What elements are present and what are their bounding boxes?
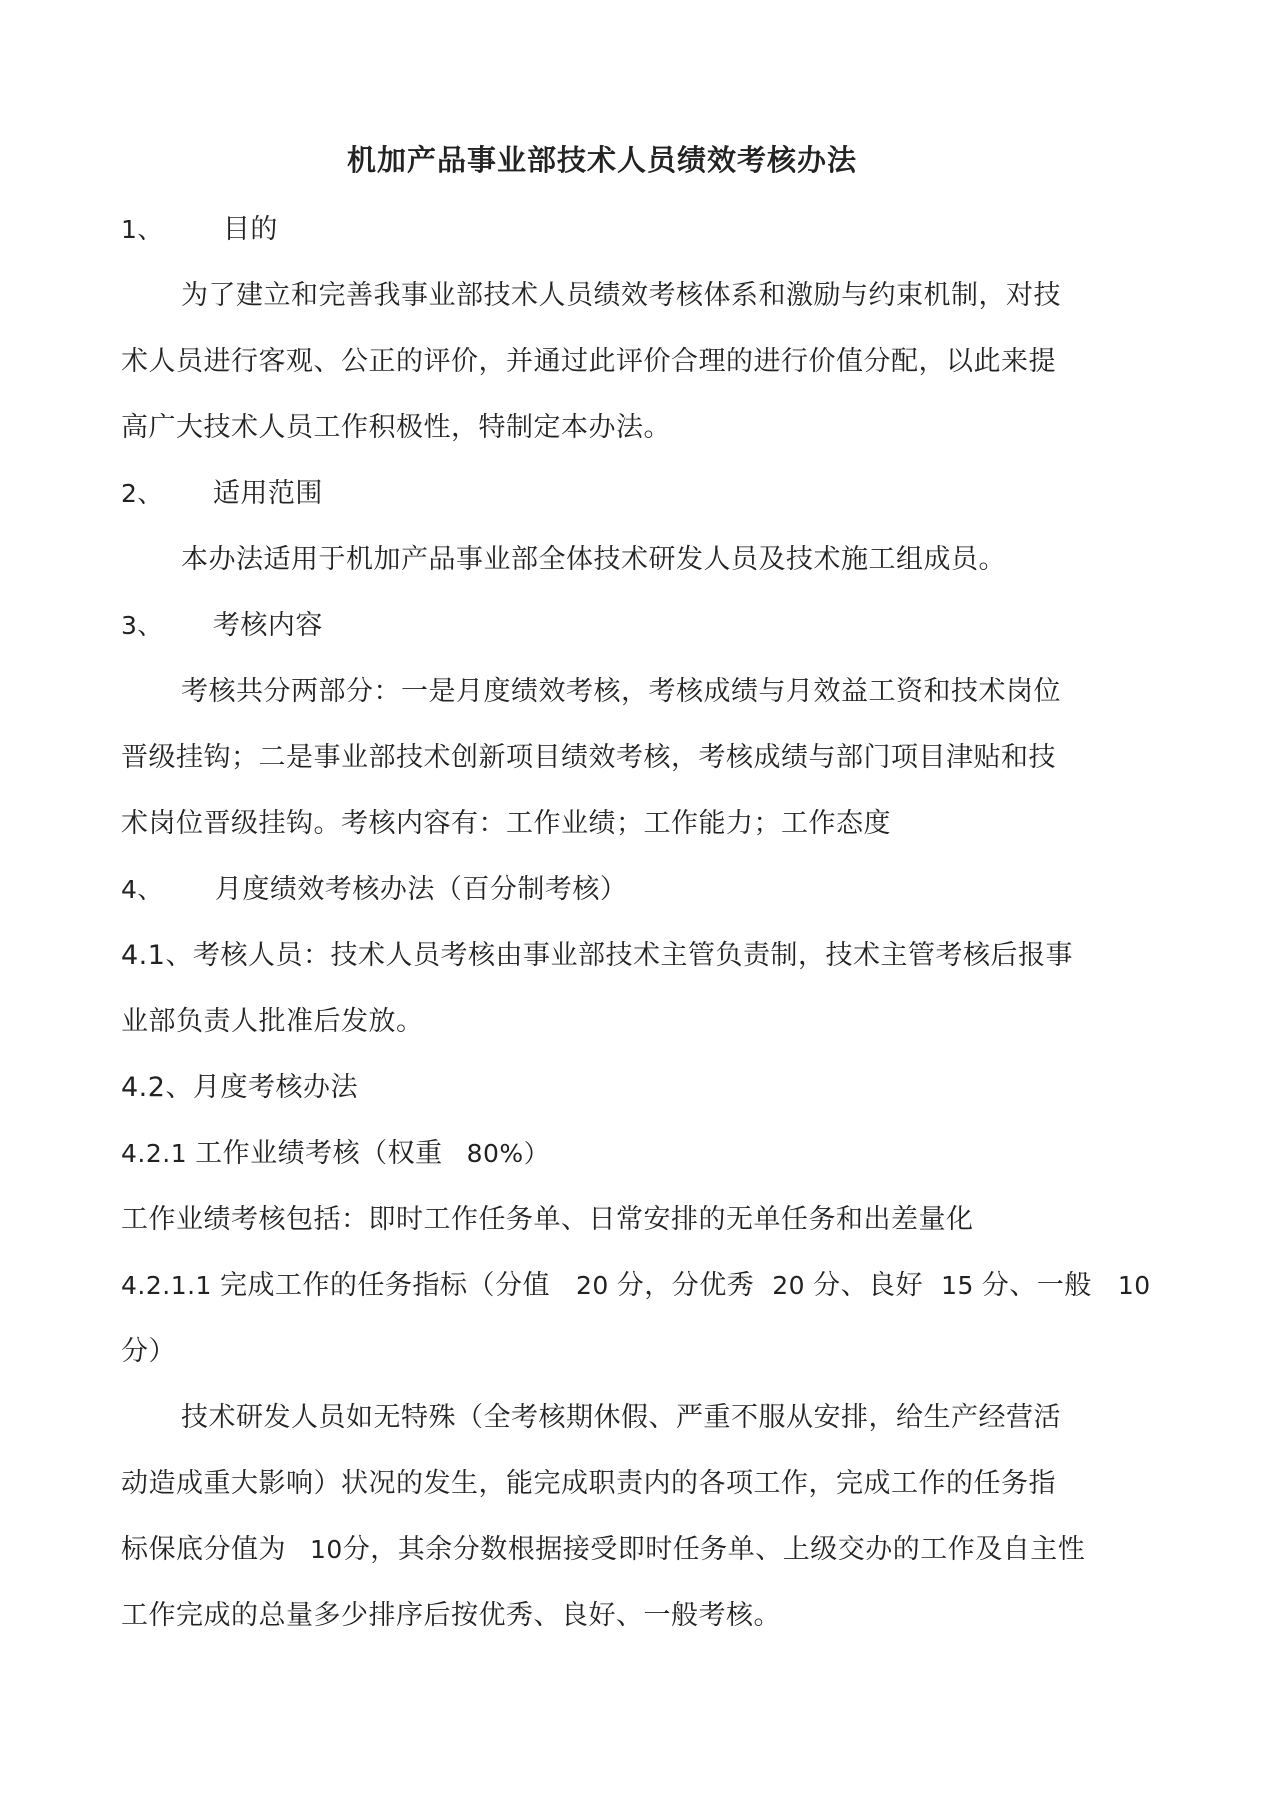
section-title: 月度绩效考核办法（百分制考核） — [214, 874, 628, 905]
score-value: 15 — [941, 1271, 974, 1300]
section-number: 3、 — [121, 611, 163, 640]
score-value: 20 — [575, 1271, 609, 1300]
paragraph-line: 工作完成的总量多少排序后按优秀、良好、一般考核。 — [121, 1600, 781, 1631]
subsection-4-1-line: 4.1、考核人员：技术人员考核由事业部技术主管负责制，技术主管考核后报事 — [121, 940, 1073, 971]
section-3-heading — [121, 608, 323, 644]
section-number: 2、 — [121, 479, 163, 508]
paragraph-text: 标保底分值为 — [121, 1534, 286, 1565]
subsection-number: 4.2.1 — [121, 1139, 188, 1168]
paragraph-line: 本办法适用于机加产品事业部全体技术研发人员及技术施工组成员。 — [181, 544, 1006, 575]
paragraph-text: 分，其余分数根据接受即时任务单、上级交办的工作及自主性 — [342, 1534, 1086, 1565]
section-title: 考核内容 — [212, 610, 323, 641]
document-title: 机加产品事业部技术人员绩效考核办法 — [347, 143, 858, 177]
paragraph-line: 术岗位晋级挂钩。考核内容有：工作业绩；工作能力；工作态度 — [121, 808, 891, 839]
paragraph-line: 晋级挂钩；二是事业部技术创新项目绩效考核，考核成绩与部门项目津贴和技 — [121, 742, 1056, 773]
subsection-number: 4.2.1.1 — [121, 1271, 212, 1300]
paragraph-line: 高广大技术人员工作积极性，特制定本办法。 — [121, 412, 671, 443]
section-number: 1、 — [121, 215, 163, 244]
paragraph-line: 分） — [121, 1336, 176, 1367]
section-title: 适用范围 — [212, 478, 323, 509]
paragraph-line: 为了建立和完善我事业部技术人员绩效考核体系和激励与约束机制，对技 — [181, 280, 1061, 311]
paragraph-line: 术人员进行客观、公正的评价，并通过此评价合理的进行价值分配，以此来提 — [121, 346, 1056, 377]
paragraph-line: 业部负责人批准后发放。 — [121, 1006, 424, 1037]
score-value: 20 — [772, 1271, 806, 1300]
subsection-text: 分、良好 — [813, 1270, 924, 1301]
paragraph-line — [121, 1532, 1085, 1568]
weight-value: 80%） — [466, 1139, 550, 1168]
subsection-4-2-heading: 4.2、月度考核办法 — [121, 1072, 358, 1103]
paragraph-line: 技术研发人员如无特殊（全考核期休假、严重不服从安排，给生产经营活 — [181, 1402, 1061, 1433]
paragraph-line: 考核共分两部分：一是月度绩效考核，考核成绩与月效益工资和技术岗位 — [181, 676, 1061, 707]
section-2-heading — [121, 476, 323, 512]
score-value: 10 — [1117, 1271, 1151, 1300]
section-number: 4、 — [121, 875, 163, 904]
subsection-title: 工作业绩考核（权重 — [195, 1138, 443, 1169]
section-title: 目的 — [222, 214, 278, 245]
paragraph-line: 工作业绩考核包括：即时工作任务单、日常安排的无单任务和出差量化 — [121, 1204, 974, 1235]
subsection-4-2-1-1-heading — [121, 1268, 1151, 1304]
subsection-text: 分，分优秀 — [616, 1270, 755, 1301]
section-4-heading — [121, 872, 627, 908]
paragraph-line: 动造成重大影响）状况的发生，能完成职责内的各项工作，完成工作的任务指 — [121, 1468, 1056, 1499]
score-value: 10 — [310, 1535, 343, 1564]
subsection-text: 完成工作的任务指标（分值 — [219, 1270, 550, 1301]
subsection-4-2-1-heading — [121, 1136, 549, 1172]
section-1-heading — [121, 212, 278, 248]
subsection-text: 分、一般 — [981, 1270, 1092, 1301]
